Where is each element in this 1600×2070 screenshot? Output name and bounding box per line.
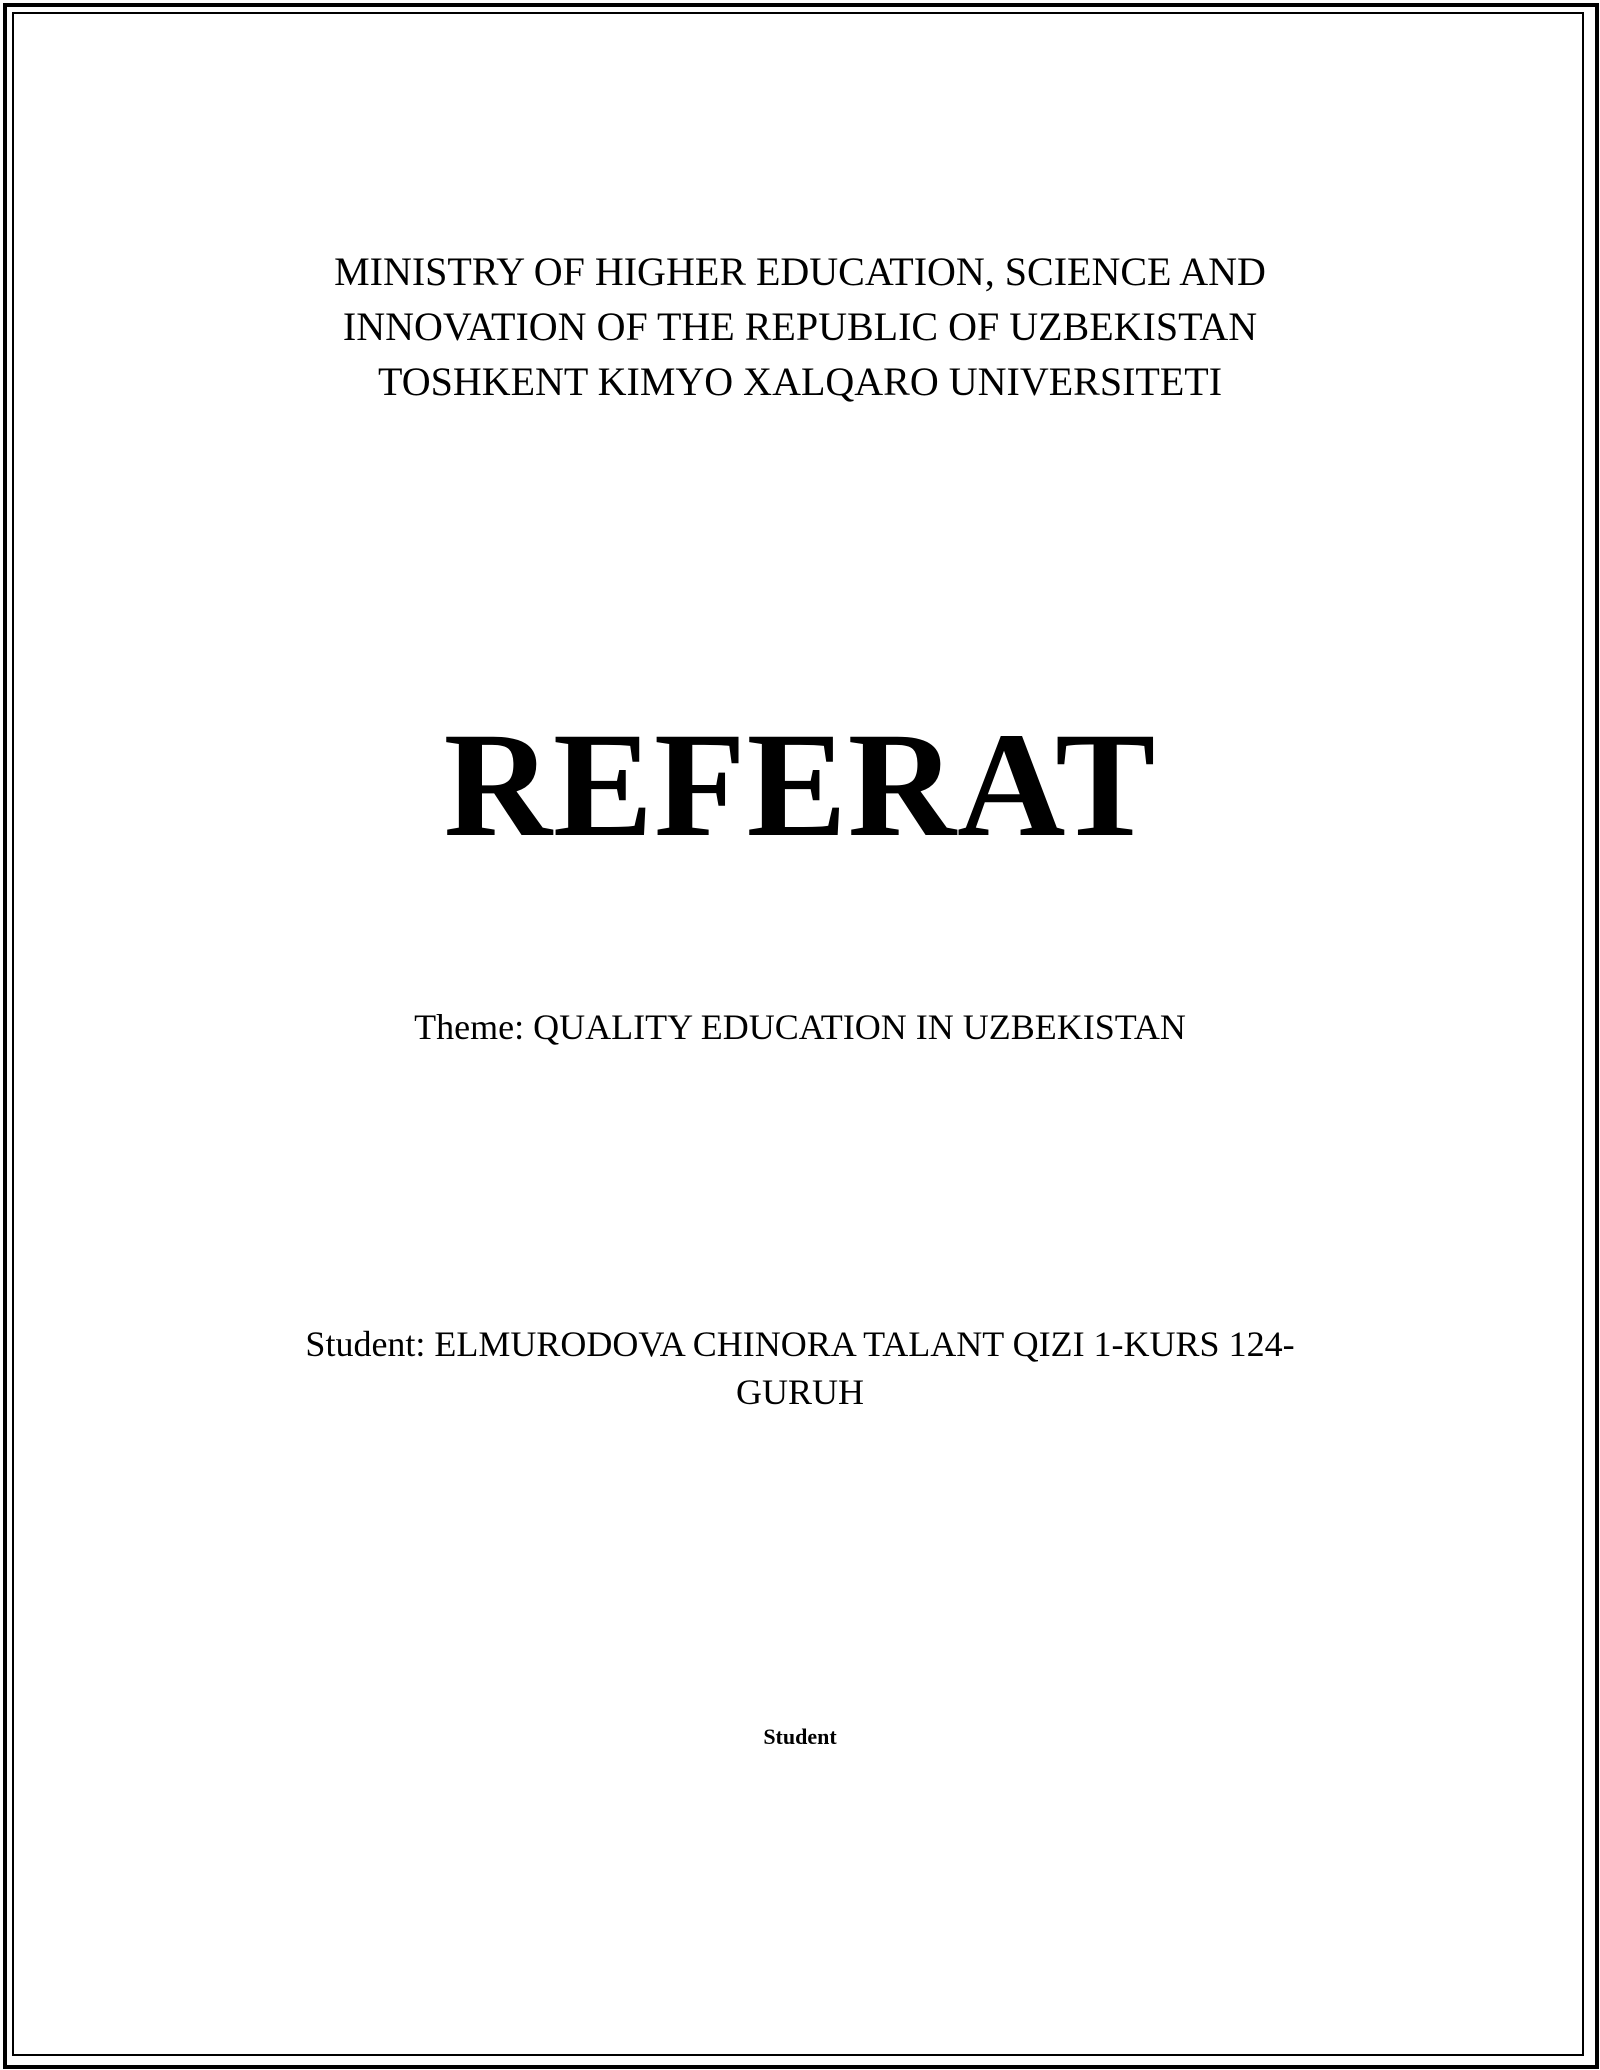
header-line-2: INNOVATION OF THE REPUBLIC OF UZBEKISTAN — [342, 304, 1258, 349]
document-title: REFERAT — [443, 702, 1157, 868]
header-line-3: TOSHKENT KIMYO XALQARO UNIVERSITETI — [377, 359, 1223, 404]
student-info — [0, 1320, 1600, 1416]
institution-header — [0, 244, 1600, 409]
student-info-line-1: Student: ELMURODOVA CHINORA TALANT QIZI 1-KURS 124- — [305, 1324, 1295, 1364]
header-line-1: MINISTRY OF HIGHER EDUCATION, SCIENCE AND — [334, 249, 1266, 294]
student-info-line-2: GURUH — [735, 1372, 864, 1412]
student-signature-label: Student — [763, 1724, 837, 1749]
theme-line: Theme: QUALITY EDUCATION IN UZBEKISTAN — [414, 1007, 1186, 1047]
